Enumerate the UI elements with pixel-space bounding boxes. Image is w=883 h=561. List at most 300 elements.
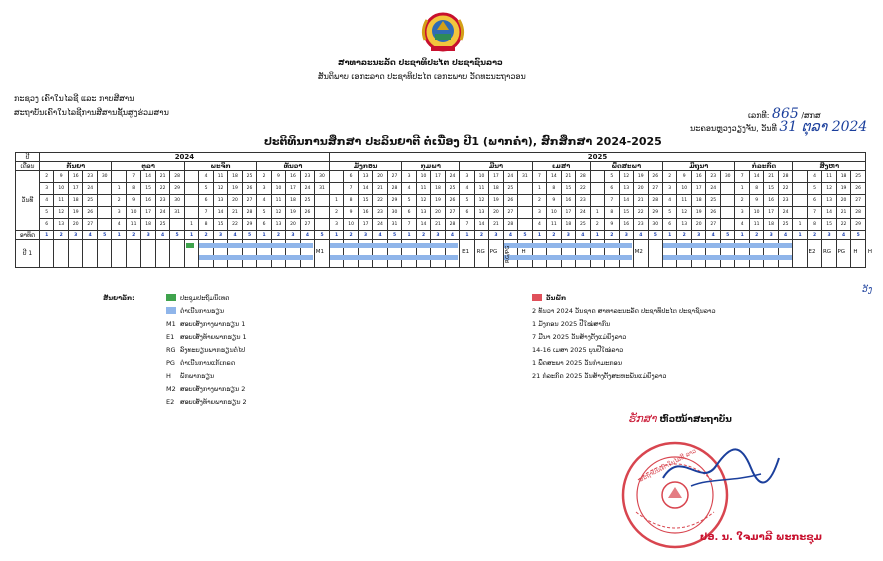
schedule-code: H [521, 249, 526, 255]
day-cell: 16 [68, 171, 82, 183]
day-cell: 18 [141, 219, 155, 231]
day-cell: 18 [286, 195, 300, 207]
day-cell: 23 [706, 171, 720, 183]
week-number: 3 [213, 231, 227, 240]
week-number: 5 [387, 231, 401, 240]
day-cell [793, 207, 807, 219]
day-cell: 26 [445, 195, 459, 207]
day-cell: 11 [822, 171, 836, 183]
day-cell: 10 [677, 183, 691, 195]
doc-number-label: ເລກທີ: [748, 111, 770, 120]
day-cell: 4 [112, 219, 126, 231]
day-cell: 6 [257, 219, 271, 231]
week-number: 2 [677, 231, 691, 240]
legend-item [166, 359, 235, 367]
legend-text: ສອບເສັງທ້າຍພາກຮຽນ 2 [180, 398, 247, 406]
day-cell: 4 [199, 171, 213, 183]
day-cell: 29 [170, 183, 184, 195]
week-number: 5 [720, 231, 734, 240]
week-number: 5 [315, 231, 330, 240]
month-header: ມັງກອນ [329, 162, 401, 171]
day-cell: 1 [793, 219, 807, 231]
day-cell: 29 [648, 207, 662, 219]
day-cell: 19 [836, 183, 850, 195]
study-period-bar [199, 243, 313, 248]
week-number: 1 [257, 231, 271, 240]
day-cell: 12 [271, 207, 285, 219]
week-number: 2 [605, 231, 619, 240]
week-number: 2 [416, 231, 430, 240]
day-cell: 28 [576, 171, 590, 183]
schedule-code: H [853, 249, 858, 255]
day-cell: 25 [576, 219, 590, 231]
country-line: ສາທາລະນະລັດ ປະຊາທິປະໄຕ ປະຊາຊົນລາວ [338, 58, 503, 67]
day-cell [720, 207, 734, 219]
day-cell [97, 183, 111, 195]
day-cell: 10 [54, 183, 68, 195]
legend-code: E1 [166, 333, 175, 341]
day-cell: 20 [228, 195, 242, 207]
legend-text: ສອບເສັງກາງພາກຮຽນ 2 [180, 385, 246, 393]
year1-cell [126, 240, 140, 268]
page-title: ປະຕິທິນການສຶກສາ ປະລິນຍາຕີ ຕໍ່ເນື່ອງ ປີ1 (ພາກຄໍ່າ), ສົກສຶກສາ 2024-2025 [264, 135, 662, 148]
day-cell: 16 [286, 171, 300, 183]
day-cell: 6 [807, 195, 821, 207]
signature-role: ຫົວໜ້າສະຖາບັນ [659, 415, 732, 425]
day-cell: 23 [778, 195, 792, 207]
week-number: 2 [199, 231, 213, 240]
day-cell: 7 [532, 171, 546, 183]
day-cell: 18 [691, 195, 705, 207]
week-number: 4 [83, 231, 97, 240]
week-number: 5 [648, 231, 662, 240]
motto-line: ສັນຕິພາບ ເອກະລາດ ປະຊາທິປະໄຕ ເອກະພາບ ວັດທະນະຖາວອນ [318, 72, 526, 81]
week-number: 1 [532, 231, 546, 240]
day-cell: 7 [460, 219, 474, 231]
day-cell: 24 [576, 207, 590, 219]
week-number: 1 [40, 231, 54, 240]
day-cell: 12 [213, 183, 227, 195]
day-cell: 26 [851, 183, 866, 195]
holiday-item: 21 ກໍລະກົດ 2025 ວັນສ້າງຕັ້ງສະຫະພັນແມ່ຍິງລາວ [532, 372, 667, 380]
day-cell: 8 [344, 195, 358, 207]
week-number: 5 [242, 231, 256, 240]
day-cell [184, 207, 198, 219]
day-cell: 14 [416, 219, 430, 231]
day-cell: 28 [387, 183, 401, 195]
day-cell: 17 [431, 171, 445, 183]
day-cell: 3 [735, 207, 749, 219]
day-cell: 24 [373, 219, 387, 231]
day-cell [720, 219, 734, 231]
day-cell: 5 [40, 207, 54, 219]
legend-text: ສອບເສັງກາງພາກຮຽນ 1 [180, 320, 246, 328]
day-cell: 16 [141, 195, 155, 207]
week-number: 1 [184, 231, 198, 240]
day-cell: 28 [503, 219, 517, 231]
week-number: 4 [503, 231, 517, 240]
day-cell: 6 [460, 207, 474, 219]
legend-code: PG [166, 359, 175, 367]
day-cell: 1 [532, 183, 546, 195]
week-number: 5 [97, 231, 111, 240]
week-number: 4 [155, 231, 169, 240]
day-cell: 23 [634, 219, 648, 231]
week-number: 3 [358, 231, 372, 240]
week-number: 1 [735, 231, 749, 240]
day-cell: 25 [706, 195, 720, 207]
year1-cell [40, 240, 54, 268]
day-cell: 5 [402, 195, 416, 207]
day-cell: 25 [445, 183, 459, 195]
day-cell: 27 [503, 207, 517, 219]
week-number: 2 [474, 231, 488, 240]
year1-label: ປີ 1 [16, 240, 40, 268]
day-cell: 13 [416, 207, 430, 219]
day-cell: 20 [634, 183, 648, 195]
legend-item [166, 385, 245, 393]
day-cell: 25 [155, 219, 169, 231]
week-number: 1 [793, 231, 807, 240]
day-cell: 24 [155, 207, 169, 219]
week-number: 1 [590, 231, 604, 240]
week-number: 3 [286, 231, 300, 240]
day-cell: 24 [706, 183, 720, 195]
day-cell: 10 [344, 219, 358, 231]
day-cell: 9 [605, 219, 619, 231]
day-cell: 22 [373, 195, 387, 207]
day-cell: 20 [691, 219, 705, 231]
schedule-code: M2 [634, 249, 643, 255]
day-cell: 11 [126, 219, 140, 231]
day-cell: 13 [474, 207, 488, 219]
day-cell: 4 [460, 183, 474, 195]
day-cell: 2 [40, 171, 54, 183]
day-cell: 1 [184, 219, 198, 231]
day-label: ວັນທີ [16, 171, 40, 231]
schedule-code: RG [476, 249, 485, 255]
day-cell: 13 [677, 219, 691, 231]
year1-cell [141, 240, 155, 268]
day-cell: 8 [807, 219, 821, 231]
day-cell: 25 [851, 171, 866, 183]
year1-cell [112, 240, 126, 268]
week-number: 1 [112, 231, 126, 240]
day-cell: 6 [402, 207, 416, 219]
legend-item [166, 398, 247, 406]
day-cell: 3 [40, 183, 54, 195]
day-cell: 17 [691, 183, 705, 195]
day-cell: 16 [764, 195, 778, 207]
year-2025: 2025 [329, 153, 865, 162]
day-cell: 13 [54, 219, 68, 231]
day-cell: 11 [474, 183, 488, 195]
day-cell: 6 [344, 171, 358, 183]
week-number: 4 [228, 231, 242, 240]
year-2024: 2024 [40, 153, 330, 162]
week-number: 2 [54, 231, 68, 240]
day-cell: 28 [851, 207, 866, 219]
day-cell: 18 [68, 195, 82, 207]
month-label: ເດືອນ [16, 162, 40, 171]
day-cell: 26 [300, 207, 314, 219]
day-cell: 3 [329, 219, 343, 231]
day-cell: 22 [778, 183, 792, 195]
day-cell: 27 [242, 195, 256, 207]
day-cell: 21 [561, 171, 575, 183]
day-cell [315, 195, 330, 207]
day-cell [518, 183, 532, 195]
day-cell: 2 [663, 171, 677, 183]
day-cell: 31 [518, 171, 532, 183]
day-cell [518, 219, 532, 231]
day-cell: 31 [387, 219, 401, 231]
week-number: 1 [460, 231, 474, 240]
legend-code: E2 [166, 398, 175, 406]
legend-code: M1 [166, 320, 176, 328]
week-number: 4 [373, 231, 387, 240]
legend-text: ດຳເນີນການແກ້ເກຣດ [180, 359, 236, 367]
month-header: ມີນາ [460, 162, 532, 171]
day-cell: 13 [271, 219, 285, 231]
day-cell: 4 [807, 171, 821, 183]
day-cell: 17 [489, 171, 503, 183]
year1-cell [170, 240, 184, 268]
day-cell: 20 [373, 171, 387, 183]
week-number: 4 [300, 231, 314, 240]
place-date-line [690, 119, 867, 135]
day-cell: 12 [822, 183, 836, 195]
signatory-name: ປອ. ນ. ໃຈມາລີ ພະກະຊຸມ [700, 532, 823, 543]
day-cell: 1 [329, 195, 343, 207]
day-cell: 4 [735, 219, 749, 231]
day-cell: 23 [576, 195, 590, 207]
day-cell: 10 [271, 183, 285, 195]
day-cell: 27 [300, 219, 314, 231]
day-cell: 18 [836, 171, 850, 183]
year-label: ປີ [16, 153, 40, 162]
day-cell: 15 [213, 219, 227, 231]
day-cell [315, 207, 330, 219]
day-cell: 2 [590, 219, 604, 231]
day-cell: 18 [561, 219, 575, 231]
day-cell: 3 [460, 171, 474, 183]
day-cell [184, 183, 198, 195]
month-header: ພຶດສະພາ [590, 162, 662, 171]
day-cell: 17 [141, 207, 155, 219]
legend-red-swatch [532, 294, 542, 301]
legend-item [166, 294, 229, 302]
day-cell: 12 [474, 195, 488, 207]
day-cell: 25 [83, 195, 97, 207]
month-header: ກໍລະກົດ [735, 162, 793, 171]
day-cell: 14 [749, 171, 763, 183]
month-header: ມິຖຸນາ [663, 162, 735, 171]
study-period-bar [330, 255, 458, 260]
day-cell: 16 [619, 219, 633, 231]
day-cell: 21 [228, 207, 242, 219]
day-cell: 11 [547, 219, 561, 231]
legend-item [166, 333, 247, 341]
day-cell: 14 [619, 195, 633, 207]
day-cell [590, 183, 604, 195]
day-cell: 8 [605, 207, 619, 219]
day-cell: 14 [547, 171, 561, 183]
day-cell [518, 195, 532, 207]
day-cell: 2 [257, 171, 271, 183]
month-header: ສິງຫາ [793, 162, 866, 171]
day-cell: 20 [431, 207, 445, 219]
day-cell: 14 [358, 183, 372, 195]
day-cell: 3 [257, 183, 271, 195]
week-number: 1 [402, 231, 416, 240]
schedule-code-vertical: RG/PG [504, 245, 511, 263]
day-cell: 28 [778, 171, 792, 183]
day-cell: 23 [373, 207, 387, 219]
day-cell: 21 [634, 195, 648, 207]
legend-heading: ສັນຍາລັກ: [103, 294, 135, 302]
day-cell: 15 [822, 219, 836, 231]
day-cell: 5 [257, 207, 271, 219]
day-cell: 9 [126, 195, 140, 207]
day-cell: 20 [836, 195, 850, 207]
day-cell: 23 [300, 171, 314, 183]
day-cell: 11 [213, 171, 227, 183]
day-cell: 5 [199, 183, 213, 195]
day-cell: 10 [547, 207, 561, 219]
stamp-text: ສະຖາບັນເຄົາໃນໄລຊີ ລາວ [638, 447, 698, 484]
day-cell: 18 [431, 183, 445, 195]
day-cell: 29 [851, 219, 866, 231]
day-cell: 18 [489, 183, 503, 195]
day-cell: 10 [126, 207, 140, 219]
day-cell: 16 [358, 207, 372, 219]
schedule-code: E1 [462, 249, 470, 255]
day-cell: 6 [605, 183, 619, 195]
holiday-item: 14-16 ເມສາ 2025 ບຸນປີໃໝ່ລາວ [532, 346, 624, 354]
schedule-code: RG [822, 249, 832, 255]
day-cell: 24 [83, 183, 97, 195]
legend-text: ພັກພາກຮຽນ [180, 372, 215, 380]
day-cell [720, 183, 734, 195]
day-cell: 27 [83, 219, 97, 231]
week-number: 3 [489, 231, 503, 240]
day-cell: 27 [387, 171, 401, 183]
day-cell: 14 [822, 207, 836, 219]
month-header: ທັນວາ [257, 162, 330, 171]
day-cell: 7 [344, 183, 358, 195]
day-cell: 19 [68, 207, 82, 219]
week-number: 5 [851, 231, 866, 240]
day-cell: 28 [170, 171, 184, 183]
week-number: 4 [576, 231, 590, 240]
year1-cell [54, 240, 68, 268]
day-cell: 21 [836, 207, 850, 219]
day-cell [720, 195, 734, 207]
day-cell: 5 [807, 183, 821, 195]
national-emblem [419, 10, 467, 54]
day-cell: 19 [431, 195, 445, 207]
legend-text: ປະຊຸມປະຖົມນິເທດ [180, 294, 230, 302]
week-number: 3 [431, 231, 445, 240]
academic-calendar-table [15, 152, 866, 268]
schedule-code: H [867, 249, 873, 255]
day-cell: 4 [257, 195, 271, 207]
day-cell: 18 [764, 219, 778, 231]
year1-cell [83, 240, 97, 268]
day-cell: 24 [503, 171, 517, 183]
day-cell: 30 [648, 219, 662, 231]
day-cell: 14 [213, 207, 227, 219]
month-header: ກຸມພາ [402, 162, 460, 171]
week-number: 1 [329, 231, 343, 240]
day-cell: 11 [54, 195, 68, 207]
legend-code: RG [166, 346, 176, 354]
day-cell: 23 [83, 171, 97, 183]
day-cell: 17 [68, 183, 82, 195]
schedule-code: PG [837, 249, 846, 255]
day-cell: 11 [677, 195, 691, 207]
day-cell [793, 171, 807, 183]
doc-number-suffix: /ສກສ [801, 111, 821, 120]
week-number: 3 [691, 231, 705, 240]
legend-item [166, 307, 224, 315]
day-cell: 20 [286, 219, 300, 231]
day-cell: 4 [402, 183, 416, 195]
day-cell: 19 [286, 207, 300, 219]
day-cell: 7 [199, 207, 213, 219]
day-cell: 7 [807, 207, 821, 219]
day-cell: 28 [445, 219, 459, 231]
day-cell: 3 [112, 207, 126, 219]
day-cell [184, 195, 198, 207]
holiday-item: 2 ທັນວາ 2024 ວັນຊາດ ສາທາລະນະລັດ ປະຊາທິປະໄຕ ປະຊາຊົນລາວ [532, 307, 716, 315]
day-cell: 9 [54, 171, 68, 183]
day-cell [170, 219, 184, 231]
legend-text: ສອບເສັງທ້າຍພາກຮຽນ 1 [180, 333, 247, 341]
study-period-bar [663, 255, 791, 260]
holiday-item: 1 ມັງກອນ 2025 ປີໃໝ່ສາກົນ [532, 320, 611, 328]
day-cell: 5 [605, 171, 619, 183]
legend-code: H [166, 372, 171, 380]
day-cell: 12 [54, 207, 68, 219]
day-cell: 12 [416, 195, 430, 207]
doc-number: 865 [772, 106, 799, 122]
day-cell: 25 [778, 219, 792, 231]
day-cell: 26 [242, 183, 256, 195]
day-cell [590, 195, 604, 207]
week-number: 5 [170, 231, 184, 240]
day-cell: 10 [749, 207, 763, 219]
day-cell: 7 [126, 171, 140, 183]
day-cell: 13 [213, 195, 227, 207]
week-number: 4 [445, 231, 459, 240]
day-cell: 18 [228, 171, 242, 183]
month-header: ພະຈິກ [184, 162, 256, 171]
signature-prefix: ຮັກສາ [628, 412, 657, 425]
day-cell: 20 [68, 219, 82, 231]
day-cell: 8 [547, 183, 561, 195]
place-date-label: ນະຄອນຫຼວງວຽງຈັນ, ວັນທີ [690, 124, 777, 133]
holiday-item: 7 ມີນາ 2025 ວັນສ້າງຕັ້ງແມ່ຍິງລາວ [532, 333, 627, 341]
study-period-bar [330, 243, 458, 248]
day-cell: 7 [735, 171, 749, 183]
day-cell [518, 207, 532, 219]
day-cell: 17 [561, 207, 575, 219]
day-cell: 24 [778, 207, 792, 219]
week-number: 4 [778, 231, 792, 240]
year1-cell [155, 240, 169, 268]
